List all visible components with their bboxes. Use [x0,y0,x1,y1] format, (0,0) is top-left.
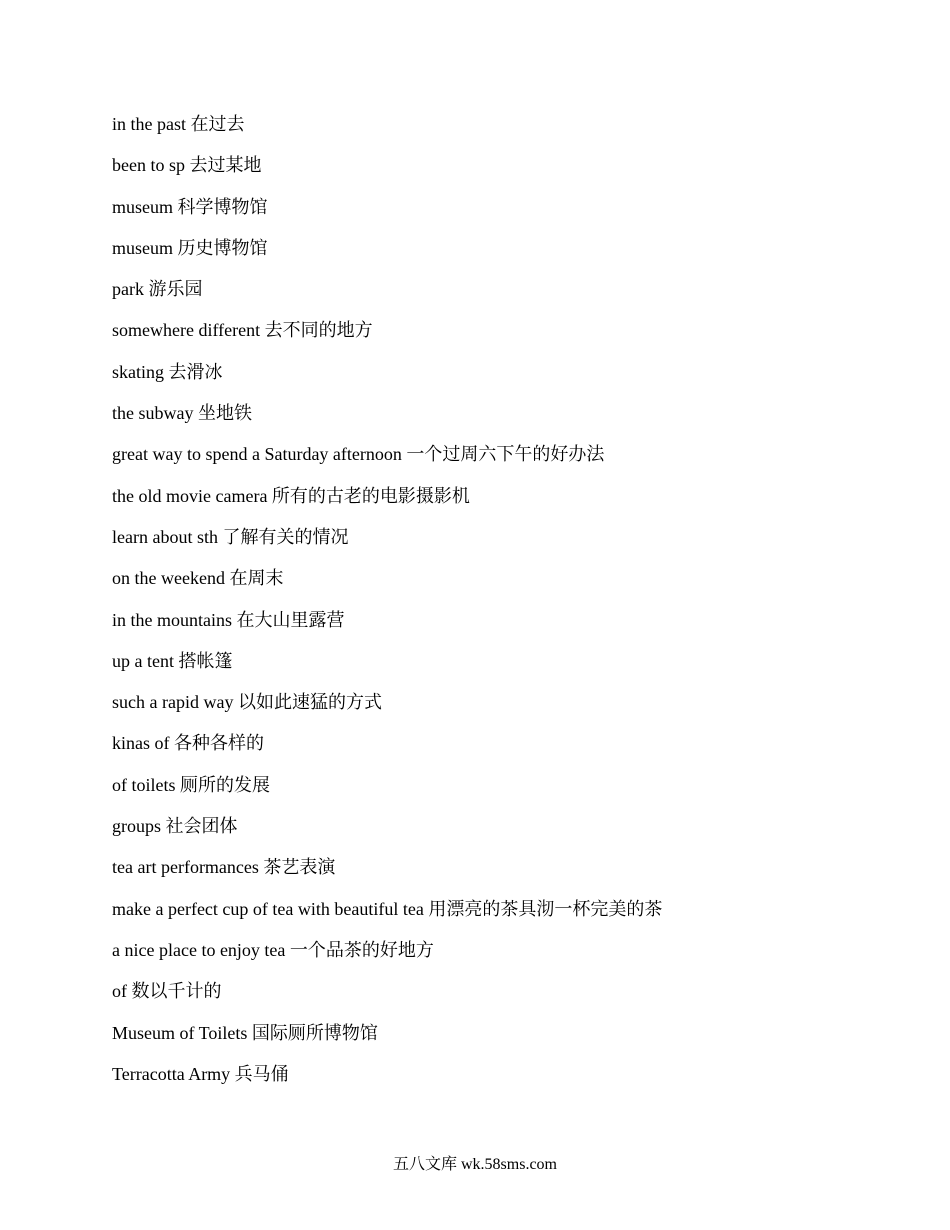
list-item: great way to spend a Saturday afternoon 一个过周六下午的好办法 [112,444,605,465]
list-item: groups 社会团体 [112,816,238,837]
list-item: park 游乐园 [112,279,203,300]
list-item: make a perfect cup of tea with beautiful tea 用漂亮的茶具沏一杯完美的茶 [112,898,663,919]
list-item: the subway 坐地铁 [112,403,252,424]
list-item: been to sp 去过某地 [112,155,262,176]
list-item: museum 历史博物馆 [112,237,268,258]
list-item: tea art performances 茶艺表演 [112,857,336,878]
list-item: learn about sth 了解有关的情况 [112,526,349,547]
list-item: somewhere different 去不同的地方 [112,320,373,341]
list-item: kinas of 各种各样的 [112,733,264,754]
list-item: up a tent 搭帐篷 [112,650,233,671]
list-item: on the weekend 在周末 [112,568,284,589]
list-item: such a rapid way 以如此速猛的方式 [112,692,382,713]
page-footer [0,1154,950,1176]
list-item: skating 去滑冰 [112,361,223,382]
list-item: the old movie camera 所有的古老的电影摄影机 [112,485,470,506]
list-item: museum 科学博物馆 [112,196,268,217]
list-item: in the past 在过去 [112,114,245,134]
list-item: Museum of Toilets 国际厕所博物馆 [112,1022,378,1043]
footer-site-url[interactable]: wk.58sms.com [461,1156,557,1173]
list-item: Terracotta Army 兵马俑 [112,1063,289,1084]
list-item: of 数以千计的 [112,981,222,1002]
list-item: in the mountains 在大山里露营 [112,609,345,630]
footer-site-name: 五八文库 [392,1156,457,1173]
list-item: of toilets 厕所的发展 [112,774,270,795]
vocabulary-list [112,111,872,1102]
list-item: a nice place to enjoy tea 一个品茶的好地方 [112,939,434,960]
